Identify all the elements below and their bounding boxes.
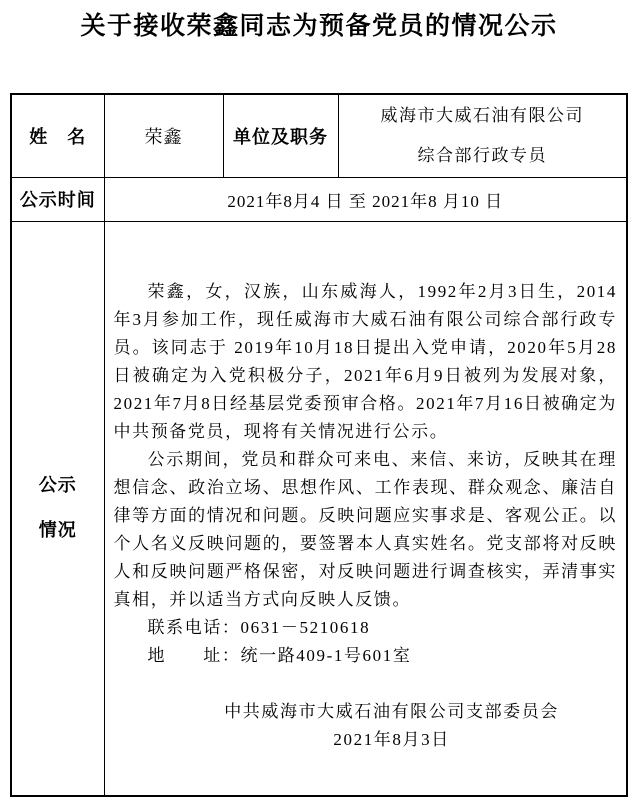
paragraph-biography: 荣鑫，女，汉族，山东威海人，1992年2月3日生，2014年3月参加工作，现任威海市大威石油有限公司综合部行政专员。该同志于 2019年10月18日提出入党申请，2020年5月28日被确定为入党积极分子，2021年6月9日被列为发展对象，2021年7月8日经基层党委预审合格。2021年7月16日被确定为中共预备党员，现将有关情况进行公示。: [113, 281, 617, 441]
unit-value-line2: 综合部行政专员: [417, 145, 547, 165]
contact-address: 地 址：统一路409-1号601室: [147, 645, 412, 665]
name-value: 荣鑫: [104, 94, 223, 177]
status-label: [11, 221, 104, 796]
unit-label: 单位及职务: [223, 94, 338, 177]
contact-phone: 联系电话：0631－5210618: [147, 617, 371, 637]
notice-table: [10, 93, 628, 797]
page-title: 关于接收荣鑫同志为预备党员的情况公示: [80, 13, 558, 40]
status-label-line1: 公示: [38, 475, 77, 496]
time-value: 2021年8月4 日 至 2021年8 月10 日: [104, 177, 627, 221]
table-row-name: [11, 94, 627, 177]
table-row-status: [11, 221, 627, 796]
table-row-time: [11, 177, 627, 221]
signature-date: 2021年8月3日: [333, 729, 450, 749]
status-content-cell: [104, 221, 627, 796]
unit-value-line1: 威海市大威石油有限公司: [380, 105, 584, 125]
signature-block: [224, 698, 559, 754]
time-label: 公示时间: [11, 177, 104, 221]
paragraph-notice-rules: 公示期间，党员和群众可来电、来信、来访，反映其在理想信念、政治立场、思想作风、工作表现、群众观念、廉洁自律等方面的情况和问题。反映问题应实事求是、客观公正。以个人名义反映问题的，要签署本人真实姓名。党支部将对反映人和反映问题严格保密，对反映问题进行调查核实，弄清事实真相，并以适当方式向反映人反馈。: [113, 449, 617, 609]
status-label-line2: 情况: [38, 520, 77, 541]
signature-org: 中共威海市大威石油有限公司支部委员会: [224, 701, 559, 721]
unit-value-cell: [338, 94, 627, 177]
name-label: 姓 名: [11, 94, 104, 177]
